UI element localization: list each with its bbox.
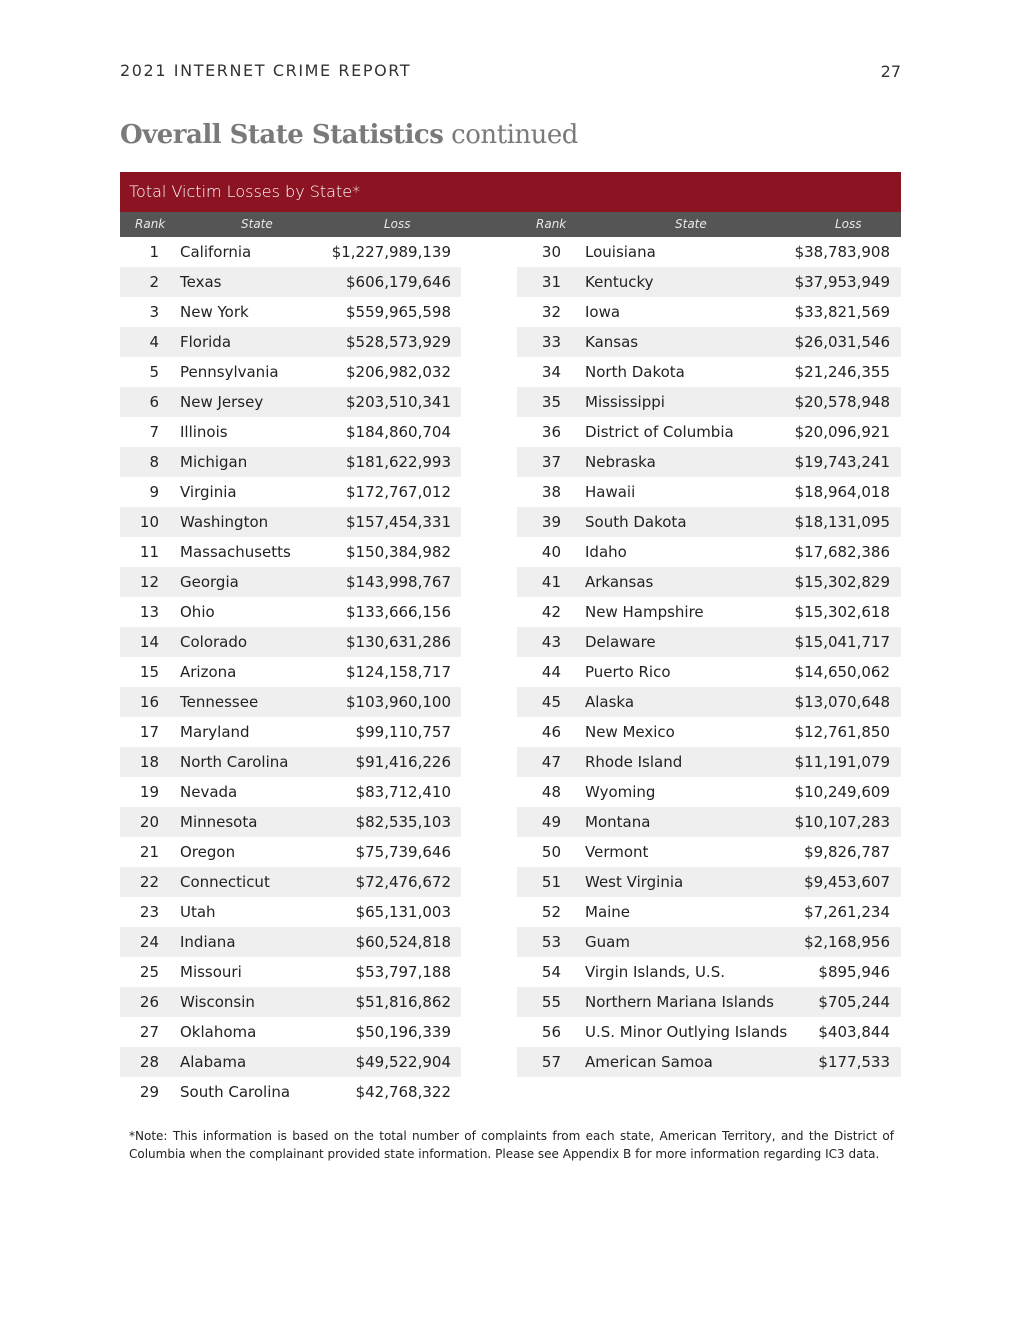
table-row [120,237,461,267]
rank-cell: 48 [541,783,561,801]
state-cell: Indiana [180,933,236,951]
loss-header: Loss [835,217,862,231]
state-cell: Maryland [180,723,250,741]
table-row [120,597,461,627]
table-row [517,927,901,957]
loss-cell: $75,739,646 [355,843,451,861]
left-table [120,237,461,1107]
rank-cell: 42 [541,603,561,621]
state-cell: Georgia [180,573,239,591]
rank-cell: 30 [541,243,561,261]
table-row [120,987,461,1017]
table-row [517,747,901,777]
table-row [517,507,901,537]
table-row [517,597,901,627]
state-cell: Maine [585,903,631,921]
state-cell: South Carolina [180,1083,291,1101]
table-row [120,537,461,567]
loss-cell: $15,302,618 [794,603,890,621]
rank-header: Rank [135,217,166,231]
loss-cell: $37,953,949 [794,273,890,291]
state-cell: Utah [180,903,216,921]
loss-cell: $14,650,062 [794,663,890,681]
loss-cell: $559,965,598 [346,303,451,321]
state-cell: Tennessee [180,693,259,711]
rank-cell: 49 [541,813,561,831]
rank-cell: 43 [541,633,561,651]
rank-cell: 19 [139,783,159,801]
state-cell: North Carolina [180,753,289,771]
table-row [120,297,461,327]
state-cell: Alaska [585,693,635,711]
table-row [517,957,901,987]
table-row [120,1017,461,1047]
state-header: State [675,217,707,231]
state-cell: Idaho [585,543,627,561]
state-cell: U.S. Minor Outlying Islands [585,1023,788,1041]
rank-cell: 32 [541,303,561,321]
loss-cell: $18,131,095 [794,513,890,531]
loss-cell: $53,797,188 [355,963,451,981]
state-cell: Florida [180,333,232,351]
loss-cell: $33,821,569 [794,303,890,321]
table-row [120,1077,461,1107]
table-row [120,417,461,447]
rank-cell: 54 [541,963,561,981]
table-row [120,897,461,927]
rank-cell: 9 [149,483,159,501]
loss-cell: $528,573,929 [346,333,451,351]
state-cell: Montana [585,813,651,831]
state-cell: Delaware [585,633,656,651]
table-row [120,507,461,537]
rank-cell: 16 [139,693,159,711]
state-cell: Connecticut [180,873,270,891]
state-cell: Iowa [585,303,621,321]
state-cell: Puerto Rico [585,663,671,681]
loss-cell: $206,982,032 [346,363,451,381]
loss-cell: $20,578,948 [794,393,890,411]
loss-cell: $51,816,862 [355,993,451,1011]
section-title-main: Overall State Statistics [120,120,444,150]
state-cell: Northern Mariana Islands [585,993,774,1011]
state-cell: Louisiana [585,243,656,261]
loss-cell: $606,179,646 [346,273,451,291]
rank-cell: 28 [139,1053,159,1071]
table-row [120,777,461,807]
loss-cell: $177,533 [818,1053,890,1071]
table-row [517,627,901,657]
state-cell: Wisconsin [180,993,255,1011]
loss-cell: $157,454,331 [346,513,451,531]
table-row [517,987,901,1017]
table-row [120,447,461,477]
rank-cell: 41 [541,573,561,591]
rank-cell: 11 [139,543,159,561]
state-cell: New Mexico [585,723,675,741]
state-cell: Oregon [180,843,236,861]
loss-cell: $7,261,234 [804,903,890,921]
state-cell: Pennsylvania [180,363,279,381]
state-cell: Texas [180,273,222,291]
rank-cell: 51 [541,873,561,891]
rank-cell: 13 [139,603,159,621]
state-cell: New Hampshire [585,603,704,621]
table-row [120,927,461,957]
running-header: 2021 INTERNET CRIME REPORT [120,61,412,80]
loss-cell: $10,249,609 [794,783,890,801]
state-header: State [241,217,273,231]
rank-cell: 56 [541,1023,561,1041]
table-row [517,537,901,567]
loss-cell: $65,131,003 [355,903,451,921]
state-cell: Kansas [585,333,639,351]
state-cell: Colorado [180,633,248,651]
table-row [120,807,461,837]
state-cell: Massachusetts [180,543,291,561]
state-cell: Michigan [180,453,248,471]
rank-cell: 36 [541,423,561,441]
left-column-header [120,212,461,237]
state-cell: Missouri [180,963,242,981]
loss-cell: $72,476,672 [355,873,451,891]
page-number: 27 [880,62,901,81]
right-column-header [517,212,901,237]
table-row [120,687,461,717]
rank-cell: 52 [541,903,561,921]
loss-cell: $26,031,546 [794,333,890,351]
table-row [517,237,901,267]
rank-cell: 31 [541,273,561,291]
loss-cell: $20,096,921 [794,423,890,441]
table-row [517,357,901,387]
table-row [517,267,901,297]
state-cell: Virgin Islands, U.S. [585,963,725,981]
table-row [517,567,901,597]
table-row [517,867,901,897]
section-title [120,120,578,150]
rank-cell: 40 [541,543,561,561]
table-row [120,717,461,747]
loss-cell: $9,826,787 [804,843,890,861]
loss-cell: $10,107,283 [794,813,890,831]
loss-cell: $99,110,757 [355,723,451,741]
rank-cell: 39 [541,513,561,531]
loss-cell: $1,227,989,139 [331,243,451,261]
table-row [120,747,461,777]
loss-cell: $124,158,717 [346,663,451,681]
table-row [120,657,461,687]
state-cell: Oklahoma [180,1023,257,1041]
loss-cell: $184,860,704 [346,423,451,441]
loss-cell: $13,070,648 [794,693,890,711]
loss-cell: $895,946 [818,963,890,981]
table-row [517,387,901,417]
rank-cell: 17 [139,723,159,741]
rank-cell: 4 [149,333,159,351]
state-cell: Nebraska [585,453,656,471]
state-cell: Guam [585,933,630,951]
loss-cell: $2,168,956 [804,933,890,951]
state-cell: Rhode Island [585,753,683,771]
table-row [517,687,901,717]
rank-cell: 33 [541,333,561,351]
loss-cell: $38,783,908 [794,243,890,261]
state-cell: South Dakota [585,513,687,531]
rank-cell: 18 [139,753,159,771]
rank-cell: 45 [541,693,561,711]
table-row [517,837,901,867]
rank-cell: 55 [541,993,561,1011]
rank-cell: 23 [139,903,159,921]
rank-cell: 29 [139,1083,159,1101]
state-cell: New York [180,303,249,321]
state-cell: Virginia [180,483,237,501]
rank-cell: 50 [541,843,561,861]
rank-cell: 10 [139,513,159,531]
rank-cell: 21 [139,843,159,861]
rank-cell: 57 [541,1053,561,1071]
state-cell: Ohio [180,603,215,621]
rank-cell: 2 [149,273,159,291]
rank-cell: 14 [139,633,159,651]
table-row [517,657,901,687]
table-row [120,477,461,507]
rank-header: Rank [536,217,567,231]
table-row [517,327,901,357]
state-cell: Arizona [180,663,237,681]
table-row [517,807,901,837]
rank-cell: 20 [139,813,159,831]
column-header-gap [461,212,517,237]
loss-cell: $21,246,355 [794,363,890,381]
state-cell: Kentucky [585,273,654,291]
table-row [517,717,901,747]
rank-cell: 34 [541,363,561,381]
table-row [120,327,461,357]
state-cell: North Dakota [585,363,685,381]
table-row [517,897,901,927]
loss-cell: $49,522,904 [355,1053,451,1071]
loss-cell: $203,510,341 [346,393,451,411]
loss-cell: $60,524,818 [355,933,451,951]
state-cell: Vermont [585,843,649,861]
table-row [517,777,901,807]
state-cell: Arkansas [585,573,654,591]
table-row [120,267,461,297]
loss-cell: $15,041,717 [794,633,890,651]
rank-cell: 12 [139,573,159,591]
loss-cell: $150,384,982 [346,543,451,561]
loss-cell: $705,244 [818,993,890,1011]
state-cell: Washington [180,513,269,531]
table-row [120,837,461,867]
loss-cell: $50,196,339 [355,1023,451,1041]
table-row [120,957,461,987]
loss-cell: $83,712,410 [355,783,451,801]
state-cell: New Jersey [180,393,264,411]
loss-cell: $15,302,829 [794,573,890,591]
table-row [120,1047,461,1077]
rank-cell: 6 [149,393,159,411]
loss-cell: $42,768,322 [355,1083,451,1101]
loss-cell: $130,631,286 [346,633,451,651]
rank-cell: 15 [139,663,159,681]
loss-cell: $403,844 [818,1023,890,1041]
state-cell: District of Columbia [585,423,734,441]
table-row [517,417,901,447]
state-cell: Hawaii [585,483,636,501]
table-row [517,477,901,507]
rank-cell: 5 [149,363,159,381]
loss-cell: $91,416,226 [355,753,451,771]
rank-cell: 7 [149,423,159,441]
state-cell: California [180,243,252,261]
state-cell: Alabama [180,1053,247,1071]
table-row [517,1017,901,1047]
table-row [120,387,461,417]
table-row [120,867,461,897]
section-title-suffix: continued [451,120,578,150]
loss-cell: $143,998,767 [346,573,451,591]
loss-cell: $17,682,386 [794,543,890,561]
loss-cell: $181,622,993 [346,453,451,471]
rank-cell: 35 [541,393,561,411]
table-row [517,297,901,327]
rank-cell: 24 [139,933,159,951]
loss-cell: $18,964,018 [794,483,890,501]
table-row [517,1047,901,1077]
table-row [517,447,901,477]
loss-cell: $172,767,012 [346,483,451,501]
loss-cell: $103,960,100 [346,693,451,711]
state-cell: Minnesota [180,813,258,831]
table-title-banner: Total Victim Losses by State* [120,172,901,212]
loss-header: Loss [384,217,411,231]
table-row [120,357,461,387]
state-cell: Illinois [180,423,228,441]
table-row [120,567,461,597]
rank-cell: 1 [149,243,159,261]
loss-cell: $82,535,103 [355,813,451,831]
rank-cell: 38 [541,483,561,501]
rank-cell: 22 [139,873,159,891]
table-row [120,627,461,657]
rank-cell: 47 [541,753,561,771]
state-cell: American Samoa [585,1053,713,1071]
rank-cell: 44 [541,663,561,681]
rank-cell: 46 [541,723,561,741]
rank-cell: 37 [541,453,561,471]
right-table [517,237,901,1077]
state-cell: Mississippi [585,393,665,411]
rank-cell: 53 [541,933,561,951]
state-cell: Wyoming [585,783,656,801]
rank-cell: 25 [139,963,159,981]
loss-cell: $11,191,079 [794,753,890,771]
loss-cell: $12,761,850 [794,723,890,741]
rank-cell: 3 [149,303,159,321]
rank-cell: 8 [149,453,159,471]
footnote: *Note: This information is based on the total number of complaints from each state, American Territory, and the District of Columbia when the complainant provided state information. Please see Appendix B for more information regarding IC3 data. [129,1129,894,1161]
rank-cell: 27 [139,1023,159,1041]
rank-cell: 26 [139,993,159,1011]
loss-cell: $9,453,607 [804,873,890,891]
state-cell: West Virginia [585,873,684,891]
loss-cell: $133,666,156 [346,603,451,621]
loss-cell: $19,743,241 [794,453,890,471]
state-cell: Nevada [180,783,238,801]
